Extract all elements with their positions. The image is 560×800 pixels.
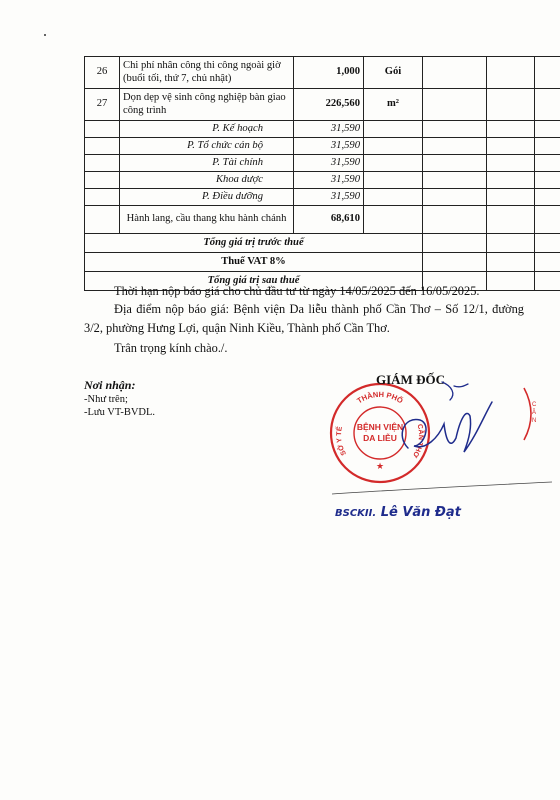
total-label: Tổng giá trị sau thuế <box>85 272 423 291</box>
row-unit <box>364 189 423 206</box>
svg-text:★: ★ <box>375 461 385 471</box>
stray-pen-line <box>330 480 555 500</box>
row-item-name: Chi phí nhân công thi công ngoài giờ (buổi tối, thứ 7, chủ nhật) <box>120 57 294 89</box>
row-blank-cell <box>423 206 487 234</box>
row-blank-cell <box>487 121 535 138</box>
row-quantity: 68,610 <box>294 206 364 234</box>
row-unit: Gói <box>364 57 423 89</box>
closing-paragraph: Trân trọng kính chào./. <box>114 341 228 355</box>
svg-text:CẦN THƠ: CẦN THƠ <box>410 423 425 459</box>
row-blank-cell <box>487 234 535 253</box>
row-blank-cell <box>487 138 535 155</box>
row-quantity: 31,590 <box>294 121 364 138</box>
address-paragraph: Địa điểm nộp báo giá: Bệnh viện Da liễu thành phố Cần Thơ – Số 12/1, đường 3/2, phường Hưng Lợi, quận Ninh Kiều, Thành phố Cần Thơ. <box>84 302 524 335</box>
svg-text:N: N <box>532 418 537 424</box>
row-stt: 27 <box>85 89 120 121</box>
row-blank-cell <box>487 89 535 121</box>
svg-text:C: C <box>532 402 537 408</box>
total-row <box>85 253 560 272</box>
row-blank-cell <box>535 189 560 206</box>
row-blank-cell <box>423 89 487 121</box>
row-blank-cell <box>535 253 560 272</box>
partial-seal-mark <box>516 384 542 444</box>
row-item-name: P. Tài chính <box>120 155 294 172</box>
row-blank-cell <box>487 155 535 172</box>
row-blank-cell <box>423 234 487 253</box>
scan-speck <box>44 34 46 36</box>
deadline-paragraph: Thời hạn nộp báo giá cho chủ đầu tư từ ngày 14/05/2025 đến 16/05/2025. <box>114 284 480 298</box>
recipients-title: Nơi nhận: <box>84 378 136 392</box>
signer-name <box>335 505 461 520</box>
svg-text:Â: Â <box>532 410 537 416</box>
row-quantity: 31,590 <box>294 138 364 155</box>
row-stt <box>85 206 120 234</box>
row-unit <box>364 172 423 189</box>
row-item-name: P. Kế hoạch <box>120 121 294 138</box>
table-row <box>85 172 560 189</box>
row-stt <box>85 138 120 155</box>
row-blank-cell <box>423 121 487 138</box>
table-row <box>85 189 560 206</box>
row-item-name: Dọn dẹp vệ sinh công nghiệp bàn giao công trình <box>120 89 294 121</box>
row-stt <box>85 189 120 206</box>
row-stt <box>85 155 120 172</box>
row-blank-cell <box>423 57 487 89</box>
row-blank-cell <box>535 57 560 89</box>
row-unit: m² <box>364 89 423 121</box>
recipient-item: -Như trên; <box>84 394 128 405</box>
signer-full-name: Lê Văn Đạt <box>380 505 461 520</box>
table-row <box>85 155 560 172</box>
svg-text:DA LIỄU: DA LIỄU <box>363 433 397 443</box>
total-row <box>85 234 560 253</box>
row-blank-cell <box>423 172 487 189</box>
signer-prefix: BSCKII. <box>335 508 377 519</box>
row-blank-cell <box>535 172 560 189</box>
row-blank-cell <box>535 272 560 291</box>
table-row <box>85 89 560 121</box>
director-title: GIÁM ĐỐC <box>376 372 445 387</box>
row-quantity: 226,560 <box>294 89 364 121</box>
total-label: Tổng giá trị trước thuế <box>85 234 423 253</box>
row-item-name: P. Tổ chức cán bộ <box>120 138 294 155</box>
row-blank-cell <box>487 253 535 272</box>
row-item-name: P. Điều dưỡng <box>120 189 294 206</box>
row-blank-cell <box>535 206 560 234</box>
row-item-name: Hành lang, cầu thang khu hành chánh <box>120 206 294 234</box>
row-blank-cell <box>423 138 487 155</box>
table-row <box>85 57 560 89</box>
svg-text:THÀNH PHỐ: THÀNH PHỐ <box>355 389 405 406</box>
row-blank-cell <box>487 206 535 234</box>
row-unit <box>364 206 423 234</box>
row-stt <box>85 121 120 138</box>
row-stt <box>85 172 120 189</box>
svg-text:SỞ Y TẾ: SỞ Y TẾ <box>336 426 349 457</box>
table-row <box>85 138 560 155</box>
recipient-item: -Lưu VT-BVDL. <box>84 407 156 418</box>
row-blank-cell <box>487 189 535 206</box>
handwritten-signature <box>380 380 510 480</box>
row-blank-cell <box>423 155 487 172</box>
row-blank-cell <box>535 121 560 138</box>
row-item-name: Khoa dược <box>120 172 294 189</box>
quotation-table <box>84 56 560 291</box>
row-blank-cell <box>487 172 535 189</box>
row-blank-cell <box>423 189 487 206</box>
row-quantity: 31,590 <box>294 155 364 172</box>
row-unit <box>364 155 423 172</box>
row-quantity: 1,000 <box>294 57 364 89</box>
row-blank-cell <box>423 253 487 272</box>
row-blank-cell <box>535 234 560 253</box>
row-unit <box>364 138 423 155</box>
table-row <box>85 206 560 234</box>
row-stt: 26 <box>85 57 120 89</box>
row-blank-cell <box>535 155 560 172</box>
row-quantity: 31,590 <box>294 189 364 206</box>
row-blank-cell <box>535 138 560 155</box>
svg-text:BỆNH VIỆN: BỆNH VIỆN <box>356 422 404 432</box>
total-label: Thuế VAT 8% <box>85 253 423 272</box>
row-blank-cell <box>535 89 560 121</box>
row-quantity: 31,590 <box>294 172 364 189</box>
table-row <box>85 121 560 138</box>
row-blank-cell <box>487 57 535 89</box>
row-unit <box>364 121 423 138</box>
